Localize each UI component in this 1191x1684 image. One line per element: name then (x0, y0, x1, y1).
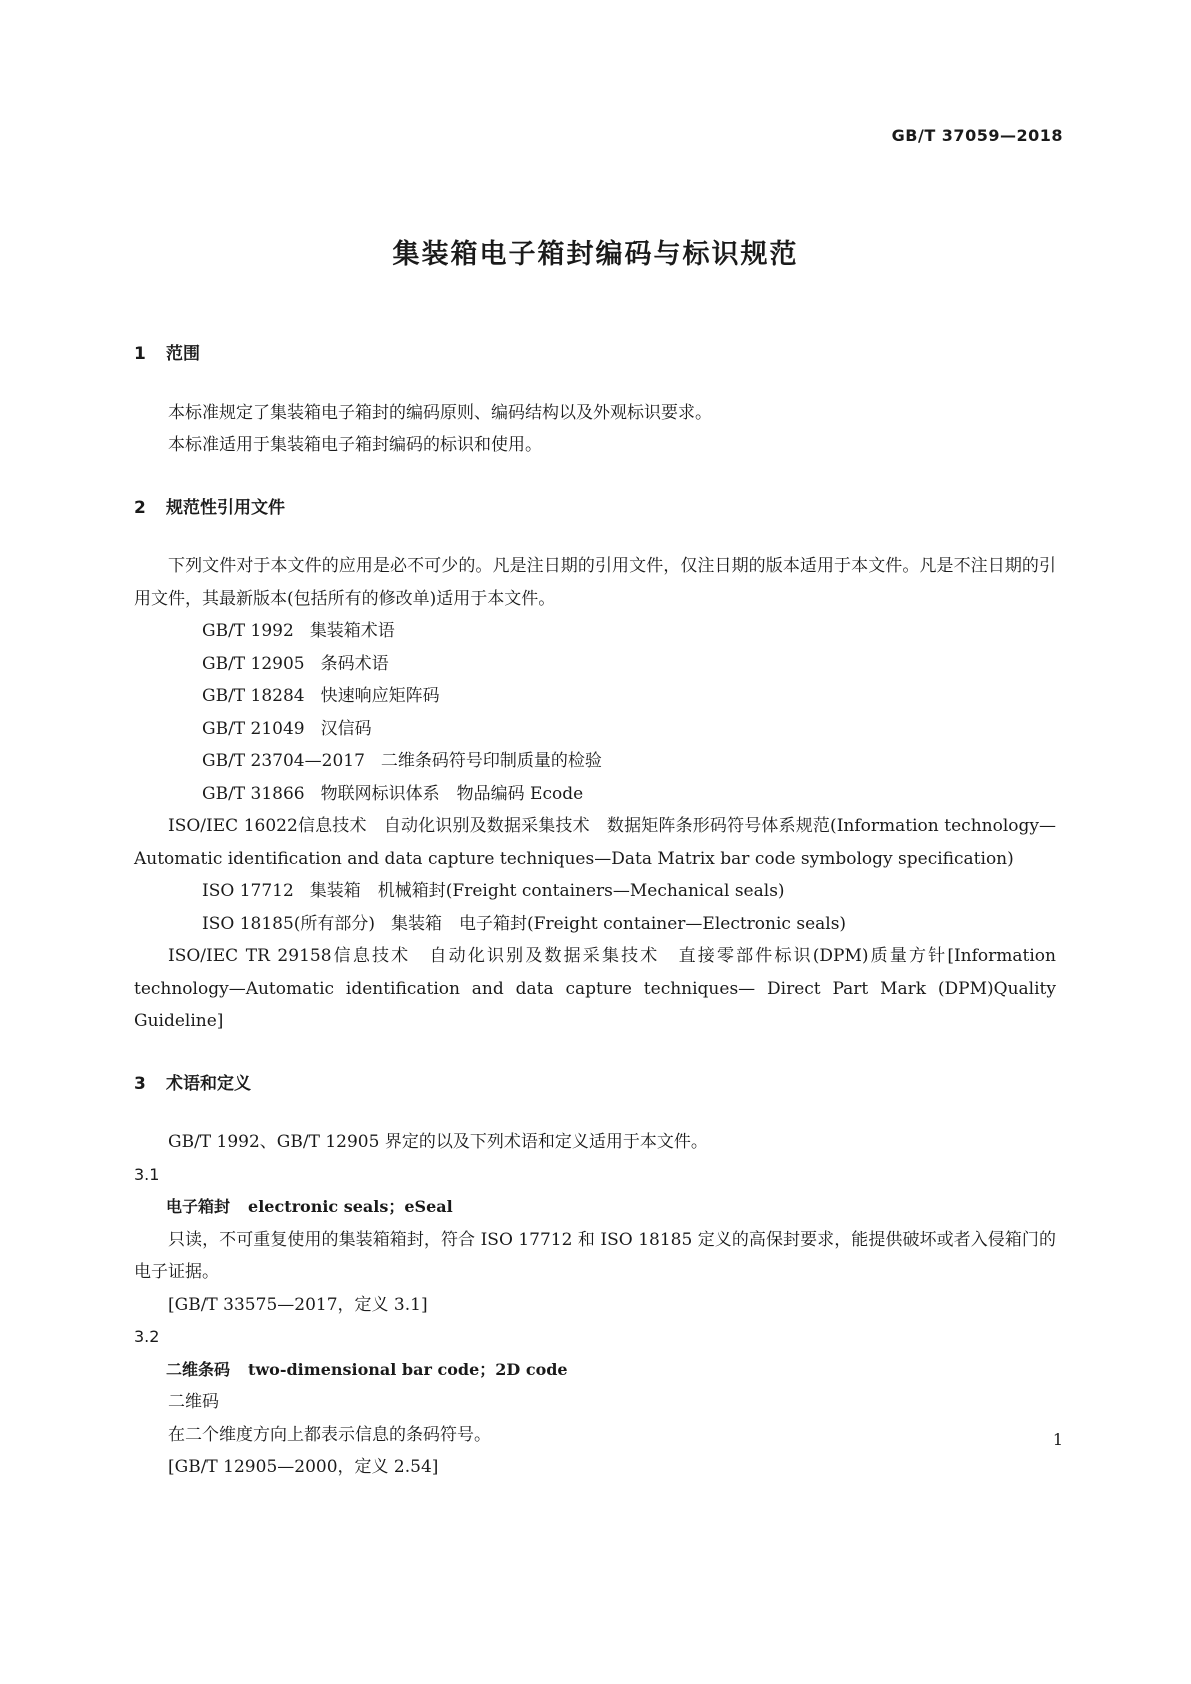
term-entry (134, 1191, 1056, 1224)
page-number: 1 (1052, 1430, 1063, 1449)
section-title: 规范性引用文件 (166, 497, 285, 518)
reference-title: 快速响应矩阵码 (320, 686, 440, 706)
reference-item (134, 648, 1056, 681)
reference-code: GB/T 18284 (202, 686, 305, 706)
section-title: 范围 (166, 344, 200, 364)
reference-code: GB/T 1992 (202, 621, 294, 641)
paragraph: GB/T 1992、GB/T 12905 界定的以及下列术语和定义适用于本文件。 (168, 1132, 708, 1152)
reference-code: GB/T 23704—2017 (202, 751, 365, 771)
reference-code: ISO/IEC TR 29158 (168, 946, 332, 966)
paragraph: 下列文件对于本文件的应用是必不可少的。凡是注日期的引用文件，仅注日期的版本适用于本文件。凡是不注日期的引用文件，其最新版本(包括所有的修改单)适用于本文件。 (134, 556, 1056, 609)
reference-title: 汉信码 (320, 718, 372, 739)
document-title: 集装箱电子箱封编码与标识规范 (392, 239, 799, 270)
term-zh: 电子箱封 (166, 1197, 231, 1216)
reference-title: 信息技术 自动化识别及数据采集技术 直接零部件标识(DPM)质量方针[Information technology—Automatic identification and data capture techniques— Direct Part Mark (DPM)Quality Guideline] (134, 946, 1056, 1031)
section-number: 1 (134, 344, 146, 364)
term-number: 3.2 (134, 1327, 160, 1346)
reference-item (134, 745, 1056, 778)
term-source: [GB/T 12905—2000，定义 2.54] (168, 1457, 439, 1477)
term-definition: 只读，不可重复使用的集装箱箱封，符合 ISO 17712 和 ISO 18185 定义的高保封要求，能提供破坏或者入侵箱门的电子证据。 (134, 1229, 1056, 1282)
section-title: 术语和定义 (166, 1073, 251, 1094)
reference-item (134, 615, 1056, 648)
document-body (134, 338, 1056, 1484)
paragraph: 本标准规定了集装箱电子箱封的编码原则、编码结构以及外观标识要求。 (168, 402, 712, 423)
section-number: 2 (134, 497, 146, 518)
reference-code: ISO/IEC 16022 (168, 816, 298, 836)
reference-code: GB/T 21049 (202, 718, 305, 739)
reference-item (134, 875, 1056, 908)
reference-code: GB/T 12905 (202, 653, 305, 674)
term-synonym: 二维码 (168, 1392, 219, 1412)
reference-item (134, 680, 1056, 713)
reference-item (134, 810, 1056, 875)
term-en: two-dimensional bar code；2D code (248, 1359, 568, 1379)
reference-title: 集装箱术语 (309, 621, 395, 641)
reference-code: GB/T 31866 (202, 783, 305, 804)
reference-item (134, 713, 1056, 746)
reference-title: 集装箱 机械箱封(Freight containers—Mechanical seals) (309, 881, 785, 901)
section-heading-terms-definitions (134, 1068, 1056, 1101)
term-zh: 二维条码 (166, 1359, 231, 1379)
reference-title: 信息技术 自动化识别及数据采集技术 数据矩阵条形码符号体系规范(Information technology—Automatic identification and data capture techniques—Data Matrix bar code symbology specification) (134, 816, 1056, 869)
paragraph: 本标准适用于集装箱电子箱封编码的标识和使用。 (168, 435, 542, 455)
reference-title: 集装箱 电子箱封(Freight container—Electronic seals) (391, 913, 847, 934)
term-number: 3.1 (134, 1164, 160, 1184)
reference-code: ISO 18185(所有部分) (202, 913, 376, 934)
reference-item (134, 908, 1056, 941)
reference-title: 物联网标识体系 物品编码 Ecode (320, 783, 584, 804)
reference-item (134, 778, 1056, 811)
section-number: 3 (134, 1073, 146, 1094)
term-entry (134, 1354, 1056, 1387)
reference-code: ISO 17712 (202, 881, 294, 901)
term-definition: 在二个维度方向上都表示信息的条码符号。 (168, 1424, 491, 1445)
reference-title: 条码术语 (320, 653, 389, 674)
standard-code: GB/T 37059—2018 (891, 126, 1063, 145)
section-heading-scope (134, 338, 1056, 371)
reference-title: 二维条码符号印制质量的检验 (380, 751, 602, 771)
term-en: electronic seals；eSeal (248, 1197, 453, 1216)
reference-item (134, 940, 1056, 1038)
term-source: [GB/T 33575—2017，定义 3.1] (168, 1294, 428, 1315)
section-heading-normative-references (134, 492, 1056, 525)
